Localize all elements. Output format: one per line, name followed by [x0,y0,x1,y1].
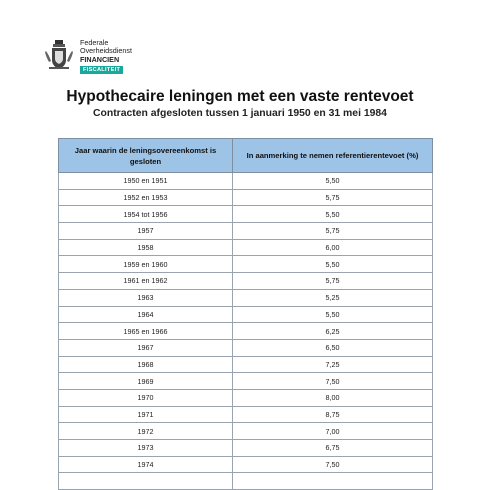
year-cell [59,473,233,490]
table-row [59,306,433,323]
page-subtitle: Contracten afgesloten tussen 1 januari 1950 en 31 mei 1984 [93,108,387,119]
table-row [59,273,433,290]
department-badge: FISCALITEIT [80,66,123,74]
table-header-row [59,139,433,173]
org-line-2: Overheidsdienst [80,46,132,56]
column-header-rate: In aanmerking te nemen referentierentevoet (%) [233,139,433,173]
table-row [59,223,433,240]
table-row [59,423,433,440]
belgian-crest-icon [44,39,74,71]
year-cell: 1963 [59,289,233,306]
fod-financien-logo [44,39,132,74]
table-row [59,289,433,306]
table-row [59,323,433,340]
rate-cell: 5,75 [233,223,433,240]
table-row [59,389,433,406]
rate-cell: 6,50 [233,339,433,356]
rate-cell: 5,50 [233,206,433,223]
org-line-3: FINANCIEN [80,54,120,64]
year-cell: 1958 [59,239,233,256]
rate-cell: 7,50 [233,373,433,390]
page-title: Hypothecaire leningen met een vaste rentevoet [66,88,414,105]
organization-name [80,39,132,74]
table-row [59,356,433,373]
rate-cell: 8,75 [233,406,433,423]
rate-cell: 5,50 [233,306,433,323]
rate-cell: 5,75 [233,273,433,290]
table-row [59,373,433,390]
year-cell: 1969 [59,373,233,390]
year-cell: 1950 en 1951 [59,173,233,190]
year-cell: 1959 en 1960 [59,256,233,273]
table-row [59,456,433,473]
year-cell: 1972 [59,423,233,440]
year-cell: 1973 [59,440,233,457]
rate-cell: 6,25 [233,323,433,340]
table-row [59,189,433,206]
rate-cell: 7,25 [233,356,433,373]
year-cell: 1954 tot 1956 [59,206,233,223]
rate-cell: 7,50 [233,456,433,473]
table-row [59,440,433,457]
rate-cell: 5,50 [233,256,433,273]
table-row [59,406,433,423]
interest-rate-table [58,138,433,490]
rate-cell: 6,00 [233,239,433,256]
org-line-1: Federale [80,38,109,47]
year-cell: 1971 [59,406,233,423]
table-row [59,256,433,273]
table-row [59,206,433,223]
rate-cell: 5,50 [233,173,433,190]
table-row [59,173,433,190]
year-cell: 1967 [59,339,233,356]
year-cell: 1957 [59,223,233,240]
year-cell: 1974 [59,456,233,473]
rate-cell: 5,25 [233,289,433,306]
column-header-year: Jaar waarin de leningsovereenkomst is gesloten [59,139,233,173]
year-cell: 1952 en 1953 [59,189,233,206]
rate-cell: 5,75 [233,189,433,206]
year-cell: 1965 en 1966 [59,323,233,340]
rate-cell: 6,75 [233,440,433,457]
rate-cell: 8,00 [233,389,433,406]
table-row [59,339,433,356]
rate-cell [233,473,433,490]
table-row [59,473,433,490]
year-cell: 1970 [59,389,233,406]
year-cell: 1961 en 1962 [59,273,233,290]
year-cell: 1964 [59,306,233,323]
rate-cell: 7,00 [233,423,433,440]
table-row [59,239,433,256]
year-cell: 1968 [59,356,233,373]
